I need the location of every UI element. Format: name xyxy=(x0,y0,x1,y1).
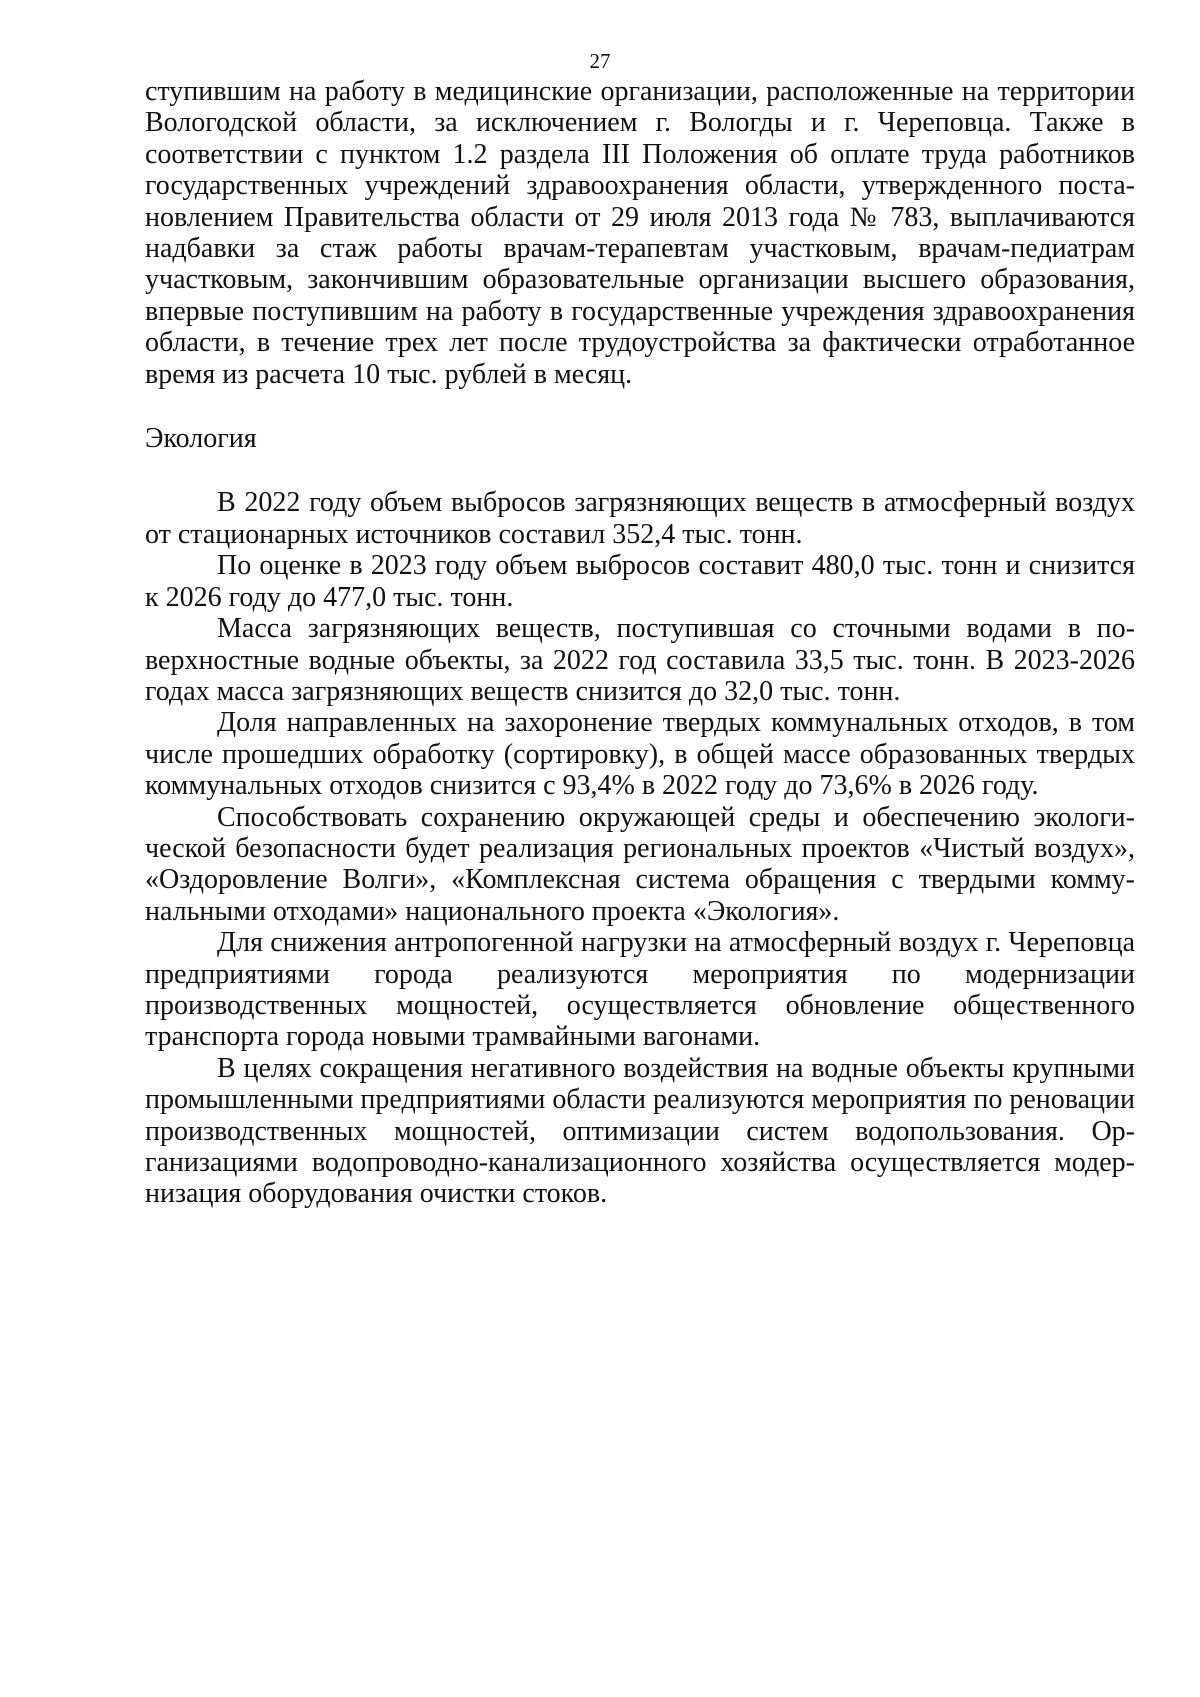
continuation-paragraph: ступившим на работу в медицинские организации, расположенные на территории Вологодской области, за исключением г. Вологды и г. Череповца. Также в соответствии с пунктом 1.2 раздела III Положения об оплате труда работников государственных учреждений здравоохранения области, утвержденного постановлением Правительства области от 29 июля 2013 года № 783, выплачиваются надбавки за стаж работы врачам-терапевтам участковым, врачам-педиатрам участковым, закончившим образовательные организации высшего образования, впервые поступившим на работу в государственные учреждения здравоохранения области, в течение трех лет после трудоустройства за фактически отработанное время из расчета 10 тыс. рублей в месяц. xyxy=(145,76,1135,390)
paragraph-emissions: В 2022 году объем выбросов загрязняющих веществ в атмосферный воздух от стационарных источников составил 352,4 тыс. тонн. xyxy=(145,487,1135,550)
page-number: 27 xyxy=(589,49,611,73)
section-title: Экология xyxy=(145,423,257,455)
paragraph-wastewater: Масса загрязняющих веществ, поступившая со сточными водами в поверхностные водные объекты, за 2022 год составила 33,5 тыс. тонн. В 2023-2026 годах масса загрязняющих веществ снизится до 32,0 тыс. тонн. xyxy=(145,613,1135,707)
paragraph-solid-waste: Доля направленных на захоронение твердых коммунальных отходов, в том числе прошедших обработку (сортировку), в общей массе образованных твердых коммунальных отходов снизится с 93,4% в 2022 году до 73,6% в 2026 году. xyxy=(145,707,1135,802)
paragraph-water-objects: В целях сокращения негативного воздействия на водные объекты крупными промышленными предприятиями области реализуются мероприятия по реновации производственных мощностей, оптимизации систем водопользования. Организациями водопроводно-канализационного хозяйства осуществляется модернизация оборудования очистки стоков. xyxy=(145,1052,1135,1210)
paragraph-emissions-forecast: По оценке в 2023 году объем выбросов составит 480,0 тыс. тонн и снизится к 2026 году до 477,0 тыс. тонн. xyxy=(145,550,1135,613)
paragraph-cherepovets: Для снижения антропогенной нагрузки на атмосферный воздух г. Череповца предприятиями города реализуются мероприятия по модернизации производственных мощностей, осуществляется обновление общественного транспорта города новыми трамвайными вагонами. xyxy=(145,927,1135,1053)
paragraph-regional-projects: Способствовать сохранению окружающей среды и обеспечению экологической безопасности будет реализация региональных проектов «Чистый воздух», «Оздоровление Волги», «Комплексная система обращения с твердыми коммунальными отходами» национального проекта «Экология». xyxy=(145,801,1135,927)
document-body xyxy=(145,76,1135,1210)
